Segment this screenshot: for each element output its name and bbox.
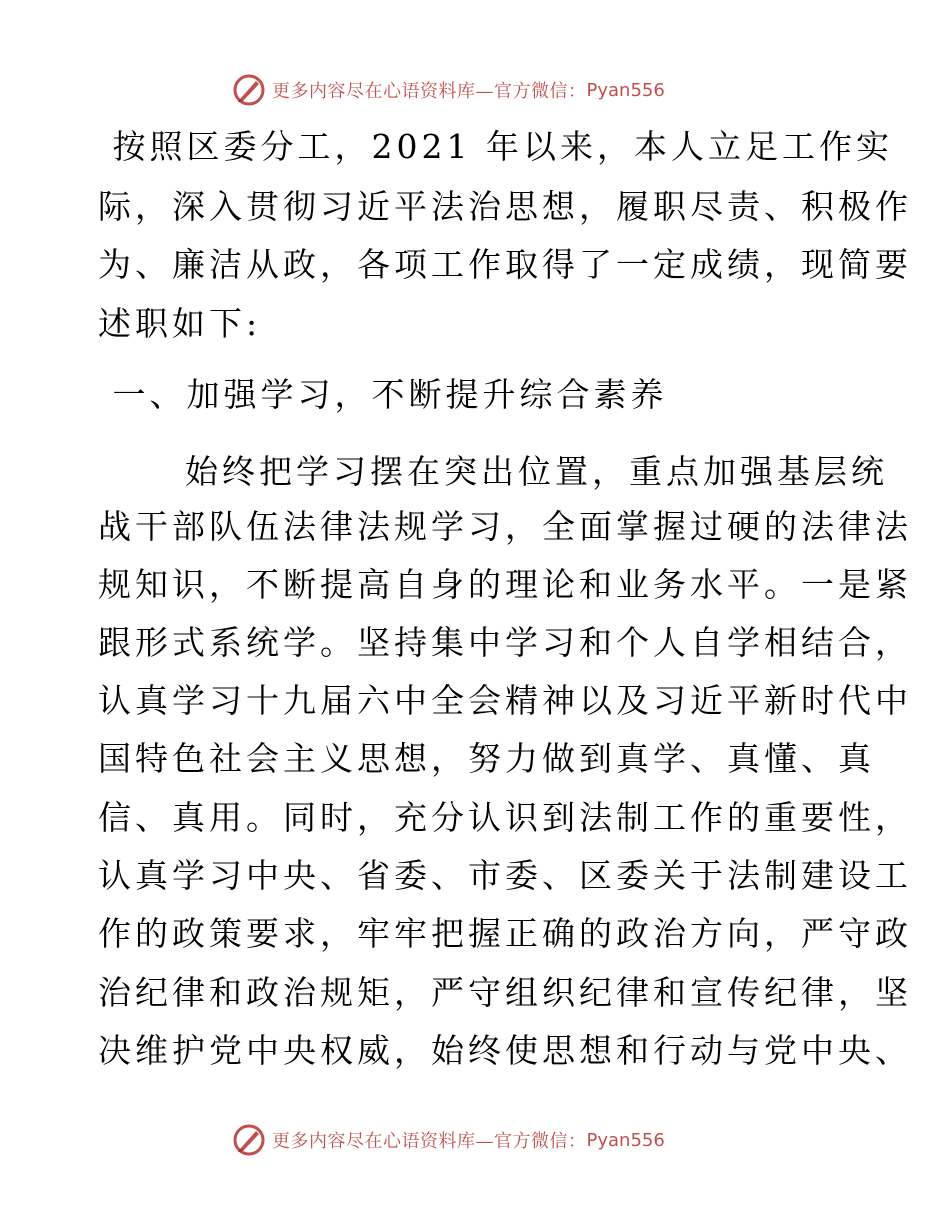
body-line: 规知识，不断提高自身的理论和业务水平。一是紧 <box>98 565 912 604</box>
body-line: 际，深入贯彻习近平法治思想，履职尽责、积极作 <box>98 187 912 226</box>
body-line: 述职如下: <box>98 304 262 343</box>
body-line: 跟形式系统学。坚持集中学习和个人自学相结合， <box>98 623 912 662</box>
body-line: 治纪律和政治规矩，严守组织纪律和宣传纪律，坚 <box>98 973 912 1012</box>
watermark-text: 更多内容尽在心语资料库—官方微信： <box>272 81 587 102</box>
body-line: 战干部队伍法律法规学习，全面掌握过硬的法律法 <box>98 507 912 546</box>
section-heading: 一、加强学习，不断提升综合素养 <box>98 375 668 414</box>
body-line: 认真学习十九届六中全会精神以及习近平新时代中 <box>98 681 912 720</box>
body-line: 为、廉洁从政，各项工作取得了一定成绩，现简要 <box>98 245 912 284</box>
quill-circle-icon <box>232 1123 266 1157</box>
watermark-wechat-id: Pyan556 <box>586 1129 665 1151</box>
watermark-text: 更多内容尽在心语资料库—官方微信： <box>272 1131 587 1152</box>
quill-circle-icon <box>232 73 266 107</box>
watermark-banner-top <box>232 70 665 110</box>
body-line: 按照区委分工，2021 年以来，本人立足工作实 <box>98 127 893 166</box>
body-line: 认真学习中央、省委、市委、区委关于法制建设工 <box>98 856 912 895</box>
body-line: 信、真用。同时，充分认识到法制工作的重要性， <box>98 798 912 837</box>
watermark-banner-bottom <box>232 1120 665 1160</box>
watermark-wechat-id: Pyan556 <box>586 79 665 101</box>
body-line: 始终把学习摆在突出位置，重点加强基层统 <box>98 452 888 491</box>
body-line: 决维护党中央权威，始终使思想和行动与党中央、 <box>98 1031 912 1070</box>
body-line: 作的政策要求，牢牢把握正确的政治方向，严守政 <box>98 914 912 953</box>
body-line: 国特色社会主义思想，努力做到真学、真懂、真 <box>98 739 875 778</box>
